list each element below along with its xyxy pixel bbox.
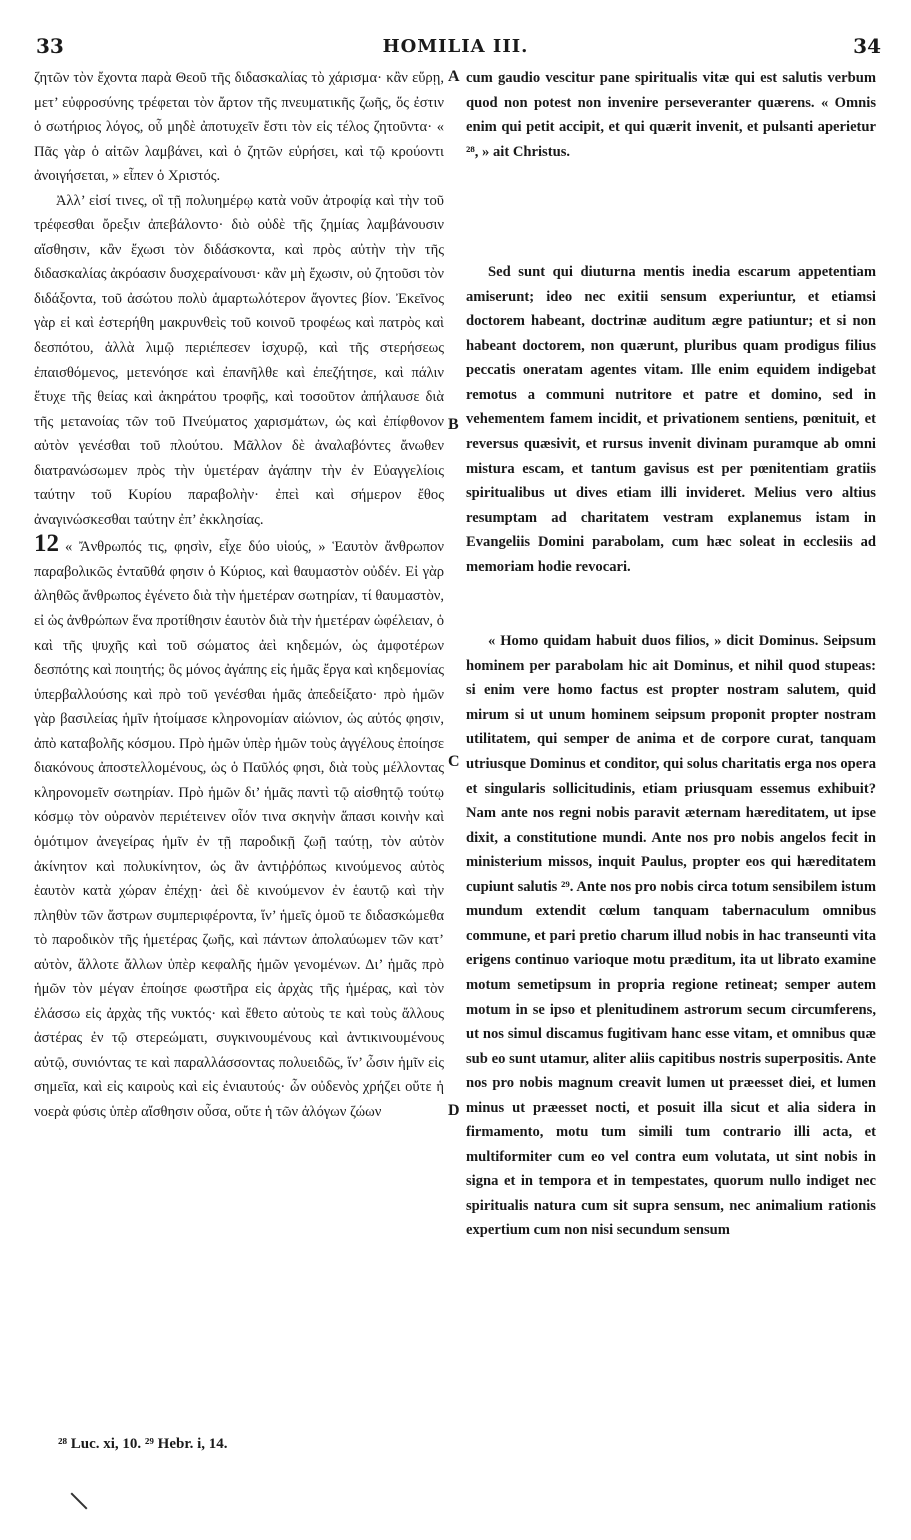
- section-number: 12: [34, 530, 59, 558]
- greek-paragraph-text: « Ἄνθρωπός τις, φησὶν, εἶχε δύο υἱούς, » Ἑαυτὸν ἄνθρωπον παραβολικῶς ἐνταῦθά φησιν ὁ Κύριος, καὶ θαυμαστὸν οὐδέν. Εἰ γὰρ ἀληθῶς ἄνθρωπος ἐγένετο διὰ τὴν ἡμετέραν σωτηρίαν, τί θαυμαστὸν, εἰ ὡς ἀνθρώπων ἕνα προτίθησιν ἑαυτὸν διὰ τὴν ἡμετέραν ὠφέλειαν, ὁ καὶ τῆς ψυχῆς καὶ τοῦ σώματος ἀεὶ κηδεμών, ὡς ἀμφοτέρων δεσπότης καὶ ποιητής; ὃς μόνος ἀγάπης εἰς ἡμᾶς ἔργα καὶ κηδεμονίας ὑπερβαλλούσης καὶ πρὸ τοῦ γενέσθαι ἡμᾶς ἀπεδείξατο· πρὸ ἡμῶν γὰρ βασιλείας ἡμῖν ἡτοίμασε κληρονομίαν αἰώνιον, ὡς αὐτός φησιν, ἀπὸ καταβολῆς κόσμου. Πρὸ ἡμῶν ὑπὲρ ἡμῶν τοὺς ἀγγέλους ἐποίησε διακόνους ἀποστελλομένους, ὡς ὁ Παῦλός φησι, διὰ τοὺς μέλλοντας κληρονομεῖν σωτηρίαν. Πρὸ ἡμῶν δι’ ἡμᾶς παντὶ τῷ αἰσθητῷ τούτῳ κόσμῳ τὸν οὐρανὸν περιέτεινεν οἷόν τινα σκηνὴν ἅπασι κοινὴν καὶ ὁμότιμον ἀνεγείρας ἡμῖν ἐν τῇ παροδικῇ ζωῇ ταύτῃ, τὸν αὐτὸν ἀκίνητον καὶ πολυκίνητον, ὡς ἂν ἀντιῤῥόπως κινούμενος αὐτὸς ἑαυτὸν κατὰ χώραν ἐπέχῃ· ἀεὶ δὲ κινούμενον ἐν ἑαυτῷ καὶ τὴν πληθὺν τῶν ἄστρων συμπεριφέροντα, ἵν’ ἡμεῖς ὁμοῦ τε διδασκώμεθα τὸ παροδικὸν τῆς ἡμετέρας ζωῆς, καὶ πάντων ἀπολαύωμεν τῶν κατ’ αὐτὸν, ἄλλοτε ἄλλων ὑπὲρ κεφαλῆς ἡμῶν γενομένων. Δι’ ἡμᾶς πρὸ ἡμῶν τὸν μέγαν ἐποίησε φωστῆρα εἰς ἀρχὰς τῆς ἡμέρας, καὶ τὸν ἐλάσσω εἰς ἀρχὰς τῆς νυκτός· καὶ ἔθετο αὐτοὺς τε καὶ τοὺς ἄλλους ἀστέρας ἐν τῷ στερεώματι, συγκινουμένους καὶ ἀντικινουμένους αὐτῷ, συνιόντας τε καὶ παραλλάσσοντας πολυειδῶς, ἵν’ ὦσιν ἡμῖν εἰς σημεῖα, καὶ εἰς καιροὺς καὶ εἰς ἐνιαυτούς· ὧν οὐδενὸς χρήζει οὔτε ἡ νοερὰ φύσις ὑπὲρ αἴσθησιν οὖσα, οὔτε ἡ τῶν ἀλόγων ζώων: [34, 539, 444, 1120]
- spacer: [466, 164, 876, 260]
- greek-column: [34, 66, 444, 1125]
- scan-mark: [71, 1493, 88, 1510]
- footnotes: ²⁸ Luc. xi, 10. ²⁹ Hebr. i, 14.: [58, 1436, 228, 1452]
- latin-paragraph: « Homo quidam habuit duos filios, » dicit Dominus. Seipsum hominem per parabolam hic ait Dominus, et nihil quod stupeas: si enim vere homo factus est propter nostram salutem, quid mirum si ut unum hominem seipsum proponit propter nostram utilitatem, qui semper de anima et de corpore curat, tanquam utriusque Dominus et conditor, qui solus charitatis erga nos opera et singularis sollicitudinis, etiam priusquam essemus exhibuit? Nam ante nos regni nobis paravit æternam hæreditatem, ut ipse dixit, a constitutione mundi. Ante nos pro nobis angelos fecit in ministerium missos, inquit Paulus, propter eos qui hæreditatem cupiunt salutis ²⁹. Ante nos pro nobis circa totum sensibilem istum mundum extendit cœlum tanquam tabernaculum omnibus commune, et pari pretio charum illud nobis in hac transeunti vita erigens continuo varioque motu præditum, ita ut librato examine motum semetipsum in propria regione retineat; semper autem motum in se ipso et plenitudinem astrorum secum circumferens, ut nos simul discamus fugitivam hanc esse vitam, et omnibus quæ sub eo sunt utamur, aliter aliis capitibus nostris superpositis. Ante nos pro nobis magnum creavit lumen ut præesset diei, et lumen minus ut præesset nocti, et posuit illa sicut et alia sidera in firmamento, motu tum simili tum contrario illi acta, et multiformiter cum eo vel contra eum volutata, ut sint nobis in signa et in tempora et in tempestates, quorum nullo indiget nec spiritualis natura cum sit supra sensum, nec animalium rationis expertium cum non nisi secundum sensum: [466, 633, 876, 1239]
- latin-paragraph: Sed sunt qui diuturna mentis inedia escarum appetentiam amiserunt; ideo nec exitii sensum experiuntur, et etiamsi doctorem habeant, doctrinæ auditum ægre patiuntur; et si non habeant doctorem, non quærunt, pluribus quam prodigus filius peccatis oneratam agentes vitam. Ille enim equidem indigebat remotus a communi nutritore et patre et domino, sed in vehementem famem incidit, et privationem sentiens, pœnituit, et reversus quæsivit, et rursus invenit divinam puramque ab omni mistura escam, et tantum gavisus est per pœnitentiam gratiis spiritualibus ut dives etiam illi invideret. Melius vero altius resumptam ad charitatem vestram explanemus istam in Evangeliis Domini parabolam, cum hæc soleat in ecclesiis ad memoriam hodie revocari.: [466, 264, 876, 575]
- greek-paragraph: Ἀλλ’ εἰσί τινες, οἳ τῇ πολυημέρῳ κατὰ νοῦν ἀτροφίᾳ καὶ τὴν τοῦ τρέφεσθαι ὄρεξιν ἀπεβάλοντο· διὸ οὐδὲ τῆς ζημίας λαμβάνουσιν αἴσθησιν, κἂν ἔχωσι τὸν διδάσκοντα, καὶ πρὸς αὐτὴν τὴν τῆς διδασκαλίας ἀκρόασιν δυσχεραίνουσι· κἂν μὴ ἔχωσιν, οὐ ζητοῦσι τὸν διδάξοντα, τοῦ ἀσώτου πολὺ ἁμαρτωλότερον ἄγοντες βίον. Ἐκεῖνος γὰρ εἰ καὶ ἐστερήθη μακρυνθεὶς τοῦ κοινοῦ τροφέως καὶ πατρὸς καὶ δεσπότου, ἀλλὰ λιμῷ περιέπεσεν ἰσχυρῷ, καὶ τῆς στερήσεως ἐπαισθόμενος, μετενόησε καὶ ἐπανῆλθε καὶ ἐπεζήτησε, καὶ πάλιν ἔτυχε τῆς θείας καὶ ἀκηράτου τροφῆς, καὶ τοσοῦτον ἀπήλαυσε διὰ τῆς μετανοίας τῶν τοῦ Πνεύματος χαρισμάτων, ὡς καὶ ἐπίφθονον αὐτὸν γενέσθαι τοῦ πλούτου. Μᾶλλον δὲ ἀναλαβόντες ἄνωθεν διατρανώσωμεν πρὸς τὴν ὑμετέραν ἀγάπην τὴν ἐν Εὐαγγελίοις ταύτην τοῦ Κυρίου παραβολὴν· ἐπεὶ καὶ σήμερον ἔθος ἀναγινώσκεσθαι ταύτην ἐπ’ ἐκκλησίας.: [34, 192, 444, 528]
- page-number-right: 34: [853, 34, 881, 58]
- page-number-left: 33: [36, 34, 64, 58]
- margin-marker-c: C: [448, 753, 460, 770]
- margin-marker-a: A: [448, 68, 460, 85]
- spacer: [466, 579, 876, 629]
- greek-paragraph: ζητῶν τὸν ἔχοντα παρὰ Θεοῦ τῆς διδασκαλίας τὸ χάρισμα· κἂν εὕρῃ, μετ’ εὐφροσύνης τρέφεται τὸν ἄρτον τῆς πνευματικῆς ζωῆς, ὅς ἐστιν ὁ σωτήριος λόγος, οὗ μηδὲ ἀποτυχεῖν ἔστι τὸν εἰς τέλος ζητοῦντα· « Πᾶς γὰρ ὁ αἰτῶν λαμβάνει, καὶ ὁ ζητῶν εὑρήσει, καὶ τῷ κρούοντι ἀνοιγήσεται, » εἶπεν ὁ Χριστός.: [34, 70, 444, 185]
- page-header: [30, 34, 881, 60]
- latin-column: [466, 66, 876, 1243]
- latin-paragraph: cum gaudio vescitur pane spiritualis vitæ qui est salutis verbum quod non potest non invenire perseveranter quærens. « Omnis enim qui petit accipit, et qui quærit invenit, et pulsanti aperietur ²⁸, » ait Christus.: [466, 70, 876, 160]
- margin-marker-d: D: [448, 1102, 460, 1119]
- running-title: HOMILIA III.: [382, 36, 529, 57]
- margin-marker-b: B: [448, 416, 459, 433]
- greek-paragraph-section: [34, 532, 444, 1124]
